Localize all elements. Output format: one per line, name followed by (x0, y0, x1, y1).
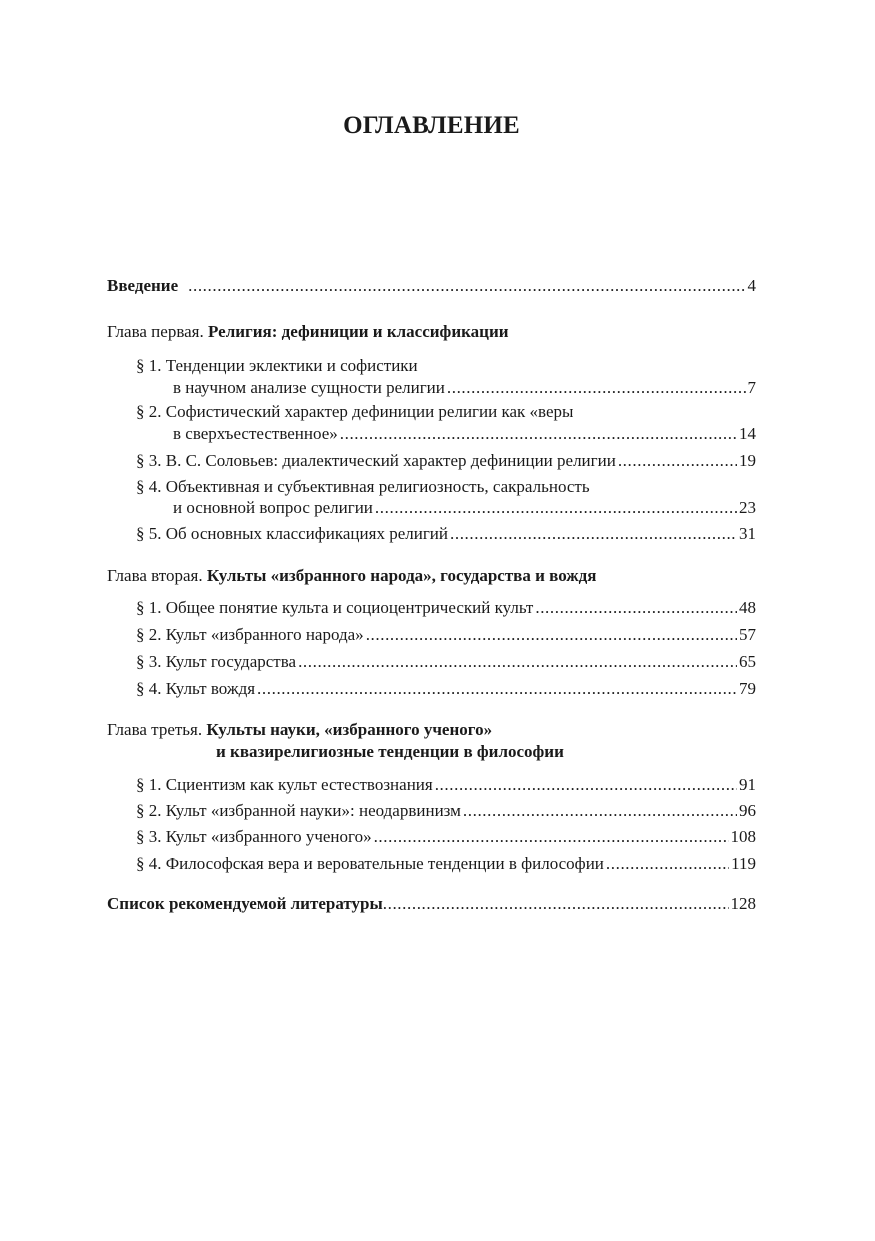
dot-leader (188, 275, 745, 297)
toc-page-number: 7 (747, 378, 756, 397)
toc-page-number: 91 (739, 775, 756, 794)
chapter-prefix: Глава первая. (107, 322, 204, 341)
toc-entry-section[interactable] (173, 423, 756, 445)
toc-entry-label: § 3. В. С. Соловьев: диалектический характер дефиниции религии (136, 451, 616, 470)
toc-entry-section[interactable] (136, 774, 756, 796)
toc-page-number: 128 (730, 894, 756, 913)
toc-page-number: 19 (739, 451, 756, 470)
dot-leader (618, 450, 737, 472)
chapter-title: Культы «избранного народа», государства и вождя (206, 566, 597, 585)
chapter-prefix: Глава третья. (107, 720, 203, 739)
toc-page-number: 108 (730, 827, 756, 846)
toc-page-number: 48 (739, 598, 756, 617)
dot-leader (606, 853, 729, 875)
dot-leader (340, 423, 737, 445)
toc-entry-section[interactable] (136, 651, 756, 673)
toc-entry-label: § 4. Философская вера и веровательные тенденции в философии (136, 854, 604, 873)
toc-entry-section[interactable] (136, 523, 756, 545)
dot-leader (383, 893, 729, 915)
dot-leader (257, 678, 737, 700)
dot-leader (447, 377, 746, 399)
toc-entry-label: § 3. Культ государства (136, 652, 297, 671)
toc-entry-section[interactable] (136, 597, 756, 619)
toc-page-number: 65 (739, 652, 756, 671)
toc-entry-label: § 1. Сциентизм как культ естествознания (136, 775, 433, 794)
toc-entry-label: Введение (107, 276, 179, 295)
toc-entry-label: § 1. Общее понятие культа и социоцентрический культ (136, 598, 534, 617)
toc-entry-label: § 4. Культ вождя (136, 679, 256, 698)
toc-section-line: § 4. Объективная и субъективная религиозность, сакральность (136, 477, 590, 496)
toc-section-line: § 2. Софистический характер дефиниции религии как «веры (136, 402, 574, 421)
chapter-title: Культы науки, «избранного ученого» (206, 720, 493, 739)
toc-page-number: 96 (739, 801, 756, 820)
toc-entry-bibliography[interactable] (107, 893, 756, 915)
toc-entry-intro[interactable] (107, 275, 756, 297)
toc-page-number: 23 (739, 498, 756, 517)
toc-entry-label: § 2. Культ «избранного народа» (136, 625, 364, 644)
toc-entry-section[interactable] (173, 497, 756, 519)
toc-page-number: 119 (731, 854, 756, 873)
toc-page-number: 4 (747, 276, 756, 295)
toc-entry-section[interactable] (173, 377, 756, 399)
toc-section-line: § 1. Тенденции эклектики и софистики (136, 356, 418, 375)
toc-entry-label: Список рекомендуемой литературы (107, 894, 383, 913)
toc-entry-label: в научном анализе сущности религии (173, 378, 445, 397)
toc-entry-label: § 5. Об основных классификациях религий (136, 524, 448, 543)
chapter-prefix: Глава вторая. (107, 566, 203, 585)
dot-leader (463, 800, 737, 822)
toc-entry-label: § 2. Культ «избранной науки»: неодарвинизм (136, 801, 461, 820)
dot-leader (298, 651, 737, 673)
toc-page-number: 14 (739, 424, 756, 443)
toc-entry-label: § 3. Культ «избранного ученого» (136, 827, 372, 846)
dot-leader (366, 624, 737, 646)
page-title: ОГЛАВЛЕНИЕ (343, 112, 520, 139)
dot-leader (435, 774, 737, 796)
chapter-title-continued: и квазирелигиозные тенденции в философии (216, 742, 564, 761)
dot-leader (535, 597, 737, 619)
toc-entry-section[interactable] (136, 853, 756, 875)
toc-entry-section[interactable] (136, 678, 756, 700)
toc-entry-section[interactable] (136, 450, 756, 472)
toc-entry-section[interactable] (136, 800, 756, 822)
chapter-heading-3 (107, 719, 492, 741)
chapter-title: Религия: дефиниции и классификации (208, 322, 509, 341)
dot-leader (450, 523, 737, 545)
toc-entry-label: в сверхъестественное» (173, 424, 338, 443)
toc-entry-section[interactable] (136, 826, 756, 848)
toc-page-number: 79 (739, 679, 756, 698)
toc-entry-section[interactable] (136, 624, 756, 646)
dot-leader (375, 497, 737, 519)
toc-page-number: 31 (739, 524, 756, 543)
dot-leader (374, 826, 729, 848)
chapter-heading-1 (107, 321, 509, 343)
toc-page-number: 57 (739, 625, 756, 644)
toc-entry-label: и основной вопрос религии (173, 498, 373, 517)
chapter-heading-2 (107, 565, 596, 587)
